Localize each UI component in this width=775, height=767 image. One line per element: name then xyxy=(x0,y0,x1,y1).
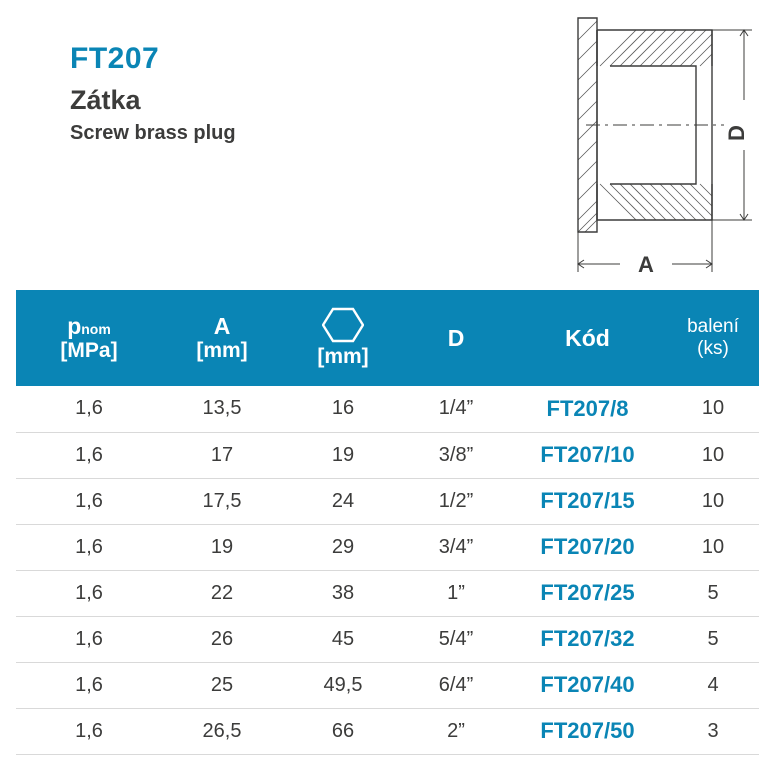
product-name: Zátka xyxy=(70,85,141,115)
column-header-pnom-symbol: pnom xyxy=(67,312,111,339)
column-header-packaging-unit: (ks) xyxy=(697,338,729,359)
cell-hex: 24 xyxy=(282,478,404,524)
table-row xyxy=(16,616,759,662)
cell-code: FT207/25 xyxy=(508,570,667,616)
column-header-a xyxy=(162,290,282,386)
cell-a: 22 xyxy=(162,570,282,616)
cell-d: 1” xyxy=(404,570,508,616)
cell-hex: 29 xyxy=(282,524,404,570)
cell-packaging: 3 xyxy=(667,708,759,754)
page-header xyxy=(0,0,775,290)
title-block xyxy=(70,42,470,146)
column-header-code xyxy=(508,290,667,386)
cell-d: 3/4” xyxy=(404,524,508,570)
table-row xyxy=(16,662,759,708)
dimension-label-d: D xyxy=(724,125,749,141)
cell-packaging: 10 xyxy=(667,386,759,432)
table-row xyxy=(16,570,759,616)
column-header-d xyxy=(404,290,508,386)
column-header-a-unit: [mm] xyxy=(196,339,248,363)
cell-pnom: 1,6 xyxy=(16,432,162,478)
dimension-label-a: A xyxy=(638,252,654,277)
cell-packaging: 4 xyxy=(667,662,759,708)
cell-code: FT207/20 xyxy=(508,524,667,570)
cell-d: 2” xyxy=(404,708,508,754)
column-header-pnom xyxy=(16,290,162,386)
technical-drawing xyxy=(500,0,775,290)
column-header-d-symbol: D xyxy=(447,324,465,351)
cell-pnom: 1,6 xyxy=(16,386,162,432)
product-description: Screw brass plug xyxy=(70,121,236,144)
cell-a: 17 xyxy=(162,432,282,478)
cell-hex: 19 xyxy=(282,432,404,478)
column-header-hex-unit: [mm] xyxy=(317,344,369,368)
cell-packaging: 10 xyxy=(667,478,759,524)
cell-hex: 16 xyxy=(282,386,404,432)
cell-hex: 66 xyxy=(282,708,404,754)
cell-code: FT207/10 xyxy=(508,432,667,478)
cell-pnom: 1,6 xyxy=(16,524,162,570)
cell-d: 6/4” xyxy=(404,662,508,708)
specification-table-wrapper xyxy=(16,290,759,755)
cell-pnom: 1,6 xyxy=(16,708,162,754)
cell-packaging: 10 xyxy=(667,432,759,478)
cell-a: 19 xyxy=(162,524,282,570)
cell-hex: 38 xyxy=(282,570,404,616)
column-header-a-symbol: A xyxy=(213,312,231,339)
cell-code: FT207/40 xyxy=(508,662,667,708)
column-header-hex xyxy=(282,290,404,386)
cell-a: 26,5 xyxy=(162,708,282,754)
cell-packaging: 5 xyxy=(667,570,759,616)
column-header-packaging-label: balení xyxy=(687,316,739,338)
cell-a: 13,5 xyxy=(162,386,282,432)
table-body xyxy=(16,386,759,754)
cell-a: 17,5 xyxy=(162,478,282,524)
table-row xyxy=(16,386,759,432)
table-header-row xyxy=(16,290,759,386)
cell-d: 1/2” xyxy=(404,478,508,524)
cell-hex: 49,5 xyxy=(282,662,404,708)
cell-pnom: 1,6 xyxy=(16,662,162,708)
cell-code: FT207/8 xyxy=(508,386,667,432)
table-row xyxy=(16,708,759,754)
brass-plug-section-drawing-icon xyxy=(500,0,775,290)
cell-code: FT207/50 xyxy=(508,708,667,754)
table-row xyxy=(16,478,759,524)
table-header xyxy=(16,290,759,386)
cell-hex: 45 xyxy=(282,616,404,662)
specification-table xyxy=(16,290,759,755)
table-row xyxy=(16,524,759,570)
cell-a: 25 xyxy=(162,662,282,708)
cell-code: FT207/15 xyxy=(508,478,667,524)
cell-packaging: 10 xyxy=(667,524,759,570)
cell-a: 26 xyxy=(162,616,282,662)
column-header-pnom-unit: [MPa] xyxy=(60,339,118,363)
column-header-packaging xyxy=(667,290,759,386)
cell-pnom: 1,6 xyxy=(16,570,162,616)
cell-d: 5/4” xyxy=(404,616,508,662)
hexagon-icon xyxy=(322,307,364,343)
cell-code: FT207/32 xyxy=(508,616,667,662)
cell-packaging: 5 xyxy=(667,616,759,662)
column-header-code-label: Kód xyxy=(565,324,610,351)
cell-d: 1/4” xyxy=(404,386,508,432)
product-code: FT207 xyxy=(70,42,160,75)
cell-d: 3/8” xyxy=(404,432,508,478)
cell-pnom: 1,6 xyxy=(16,478,162,524)
table-row xyxy=(16,432,759,478)
cell-pnom: 1,6 xyxy=(16,616,162,662)
